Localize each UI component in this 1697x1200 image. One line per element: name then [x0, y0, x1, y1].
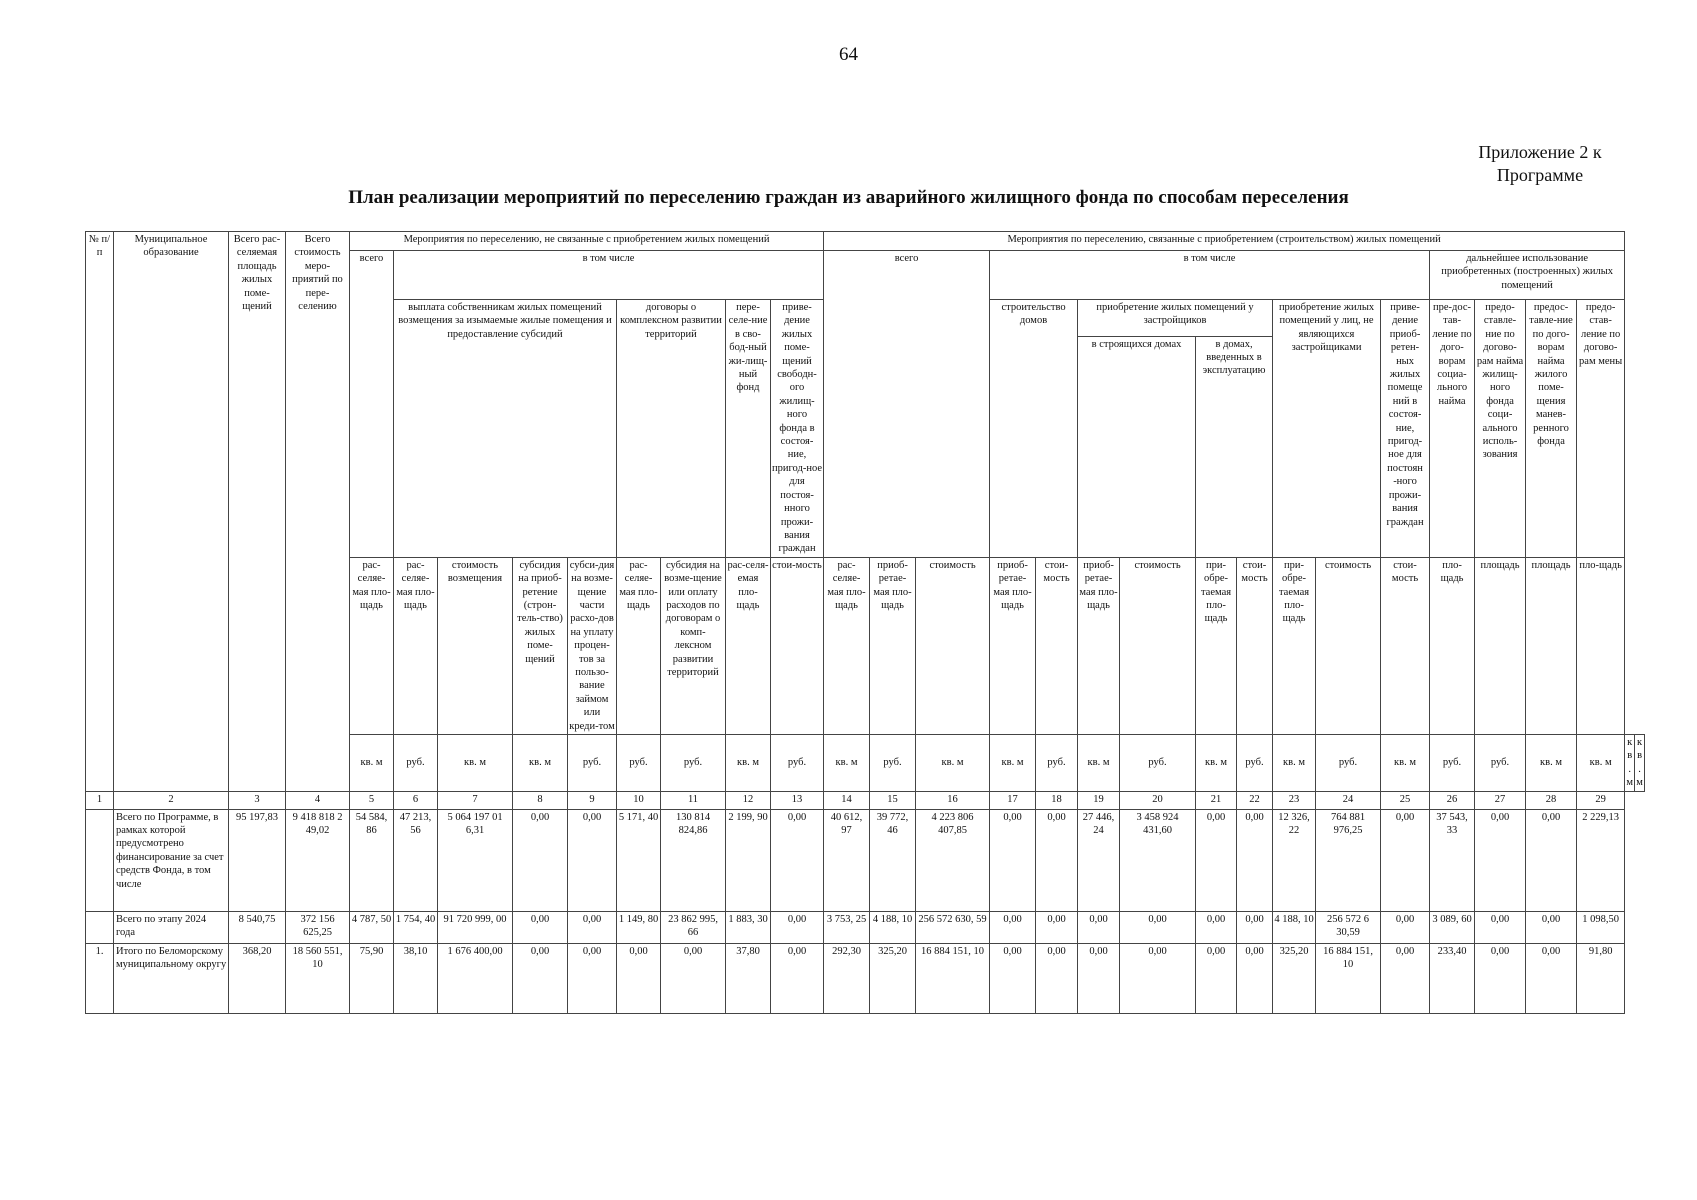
- subheader-cell: субсидия на приоб-ретение (строн-тель-ство) жилых поме-щений: [513, 557, 568, 734]
- unit-cell: кв. м: [1526, 735, 1577, 792]
- subheader-cell: при-обре-таемая пло-щадь: [1273, 557, 1316, 734]
- unit-cell: кв. м: [990, 735, 1036, 792]
- table-cell: 95 197,83: [229, 809, 286, 911]
- table-cell: 256 572 630, 59: [916, 911, 990, 943]
- table-cell: 4 787, 50: [350, 911, 394, 943]
- subheader-cell: стои-мость: [1036, 557, 1078, 734]
- unit-cell: руб.: [617, 735, 661, 792]
- header-further-use: дальнейшее использование приобретенных (построенных) жилых помещений: [1430, 251, 1625, 300]
- subheader-cell: субсидия на возме-щение или оплату расходов по договорам о комп-лексном развитии территорий: [661, 557, 726, 734]
- header-municipality: Муниципальное образование: [114, 232, 229, 792]
- unit-cell: кв. м: [1078, 735, 1120, 792]
- table-cell: 0,00: [1526, 911, 1577, 943]
- resettlement-plan-table: [85, 231, 1645, 1014]
- header-payout: выплата собственникам жилых помещений возмещения за изымаемые жилые помещения и предоставление субсидий: [394, 300, 617, 558]
- table-cell: 0,00: [513, 943, 568, 1013]
- table-cell: 0,00: [513, 911, 568, 943]
- column-number: 11: [661, 791, 726, 809]
- table-cell: 0,00: [568, 943, 617, 1013]
- appendix-label: [1440, 141, 1640, 187]
- column-number: 20: [1120, 791, 1196, 809]
- table-cell: 91,80: [1577, 943, 1625, 1013]
- municipality-cell: Итого по Беломорскому муниципальному округу: [114, 943, 229, 1013]
- header-maneuver: предос-тавле-ние по дого-ворам найма жилого поме-щения манев-ренного фонда: [1526, 300, 1577, 558]
- table-cell: 0,00: [1237, 943, 1273, 1013]
- column-number: 2: [114, 791, 229, 809]
- table-cell: 0,00: [1120, 911, 1196, 943]
- header-group-related: Мероприятия по переселению, связанные с приобретением (строительством) жилых помещений: [824, 232, 1625, 251]
- header-contracts: договоры о комплексном развитии территорий: [617, 300, 726, 558]
- column-number: 22: [1237, 791, 1273, 809]
- header-bring-free: приве-дение жилых поме-щений свободн-ого жилищ-ного фонда в состоя-ние, пригод-ное для постоя-нного прожи-вания граждан: [771, 300, 824, 558]
- subheader-cell: площадь: [1526, 557, 1577, 734]
- table-cell: 0,00: [1036, 911, 1078, 943]
- subheader-cell: рас-селяе-мая пло-щадь: [350, 557, 394, 734]
- unit-cell: кв. м: [1625, 735, 1635, 792]
- table-cell: 18 560 551, 10: [286, 943, 350, 1013]
- column-number: 3: [229, 791, 286, 809]
- table-cell: 91 720 999, 00: [438, 911, 513, 943]
- unit-cell: кв. м: [1273, 735, 1316, 792]
- subheader-cell: субси-дия на возме-щение части расхо-дов на уплату процен-тов за пользо-вание займом или креди-том: [568, 557, 617, 734]
- table-cell: 0,00: [617, 943, 661, 1013]
- subheader-cell: стоимость: [1316, 557, 1381, 734]
- table-cell: 54 584, 86: [350, 809, 394, 911]
- unit-cell: кв. м: [726, 735, 771, 792]
- header-v-tom-chisle-2: в том числе: [990, 251, 1430, 300]
- subheader-cell: пло-щадь: [1430, 557, 1475, 734]
- column-number: 13: [771, 791, 824, 809]
- table-cell: [86, 809, 114, 911]
- header-acq-developers: приобретение жилых помещений у застройщиков: [1078, 300, 1273, 337]
- table-cell: 39 772, 46: [870, 809, 916, 911]
- column-number: 15: [870, 791, 916, 809]
- table-cell: 1 883, 30: [726, 911, 771, 943]
- header-total-cost: Всего стоимость меро-приятий по пере-селению: [286, 232, 350, 792]
- column-number: 27: [1475, 791, 1526, 809]
- table-cell: 0,00: [1526, 943, 1577, 1013]
- unit-cell: руб.: [661, 735, 726, 792]
- table-cell: 12 326, 22: [1273, 809, 1316, 911]
- column-number: 10: [617, 791, 661, 809]
- table-cell: 0,00: [1196, 943, 1237, 1013]
- table-cell: 0,00: [1078, 911, 1120, 943]
- header-group-not-related: Мероприятия по переселению, не связанные с приобретением жилых помещений: [350, 232, 824, 251]
- table-cell: 9 418 818 2 49,02: [286, 809, 350, 911]
- unit-cell: руб.: [1475, 735, 1526, 792]
- table-cell: [86, 911, 114, 943]
- column-number: 18: [1036, 791, 1078, 809]
- column-number: 1: [86, 791, 114, 809]
- unit-cell: кв. м: [824, 735, 870, 792]
- subheader-cell: при-обре-таемая пло-щадь: [1196, 557, 1237, 734]
- table-cell: 0,00: [1381, 943, 1430, 1013]
- unit-cell: кв. м: [438, 735, 513, 792]
- table-cell: 23 862 995, 66: [661, 911, 726, 943]
- table-cell: 4 188, 10: [1273, 911, 1316, 943]
- table-cell: 37 543, 33: [1430, 809, 1475, 911]
- table-cell: 233,40: [1430, 943, 1475, 1013]
- column-number: 29: [1577, 791, 1625, 809]
- table-cell: 0,00: [1120, 943, 1196, 1013]
- table-cell: 256 572 6 30,59: [1316, 911, 1381, 943]
- table-cell: 0,00: [1237, 911, 1273, 943]
- municipality-cell: Всего по Программе, в рамках которой предусмотрено финансирование за счет средств Фонда, в том числе: [114, 809, 229, 911]
- subheader-cell: стоимость: [916, 557, 990, 734]
- table-cell: 325,20: [1273, 943, 1316, 1013]
- column-number: 8: [513, 791, 568, 809]
- table-cell: 16 884 151, 10: [1316, 943, 1381, 1013]
- header-vsego-1: всего: [350, 251, 394, 558]
- table-cell: 0,00: [1237, 809, 1273, 911]
- table-cell: 0,00: [568, 911, 617, 943]
- unit-cell: кв. м: [1635, 735, 1645, 792]
- table-cell: 764 881 976,25: [1316, 809, 1381, 911]
- table-cell: 5 171, 40: [617, 809, 661, 911]
- unit-cell: руб.: [771, 735, 824, 792]
- unit-cell: кв. м: [916, 735, 990, 792]
- table-cell: 8 540,75: [229, 911, 286, 943]
- column-number: 21: [1196, 791, 1237, 809]
- table-cell: 0,00: [771, 809, 824, 911]
- unit-cell: руб.: [568, 735, 617, 792]
- municipality-cell: Всего по этапу 2024 года: [114, 911, 229, 943]
- table-cell: 1 149, 80: [617, 911, 661, 943]
- column-number: 26: [1430, 791, 1475, 809]
- table-cell: 0,00: [1475, 809, 1526, 911]
- table-cell: 0,00: [1196, 911, 1237, 943]
- header-social-use: предо-ставле-ние по догово-рам найма жилищ-ного фонда соци-ального исполь-зования: [1475, 300, 1526, 558]
- appendix-line-1: Приложение 2 к: [1478, 142, 1602, 162]
- table-cell: 368,20: [229, 943, 286, 1013]
- table-cell: 0,00: [661, 943, 726, 1013]
- header-under-construction: в строящихся домах: [1078, 336, 1196, 557]
- table-cell: 3 089, 60: [1430, 911, 1475, 943]
- column-number: 16: [916, 791, 990, 809]
- table-cell: 16 884 151, 10: [916, 943, 990, 1013]
- document-title: План реализации мероприятий по переселению граждан из аварийного жилищного фонда по способам переселения: [348, 187, 1349, 208]
- page-number: 64: [839, 44, 858, 65]
- table-cell: 2 229,13: [1577, 809, 1625, 911]
- subheader-cell: приоб-ретае-мая пло-щадь: [870, 557, 916, 734]
- table-cell: 0,00: [1036, 809, 1078, 911]
- subheader-cell: рас-селяе-мая пло-щадь: [394, 557, 438, 734]
- subheader-cell: стои-мость: [771, 557, 824, 734]
- table-cell: 0,00: [1381, 809, 1430, 911]
- table-cell: 1 676 400,00: [438, 943, 513, 1013]
- column-number: 25: [1381, 791, 1430, 809]
- table-cell: 0,00: [1036, 943, 1078, 1013]
- unit-cell: кв. м: [1381, 735, 1430, 792]
- table-cell: 325,20: [870, 943, 916, 1013]
- table-row: [86, 943, 1645, 1013]
- table-cell: 0,00: [1381, 911, 1430, 943]
- table-cell: 4 223 806 407,85: [916, 809, 990, 911]
- header-commissioned: в домах, введенных в эксплуатацию: [1196, 336, 1273, 557]
- table-cell: 0,00: [771, 943, 824, 1013]
- unit-cell: руб.: [1316, 735, 1381, 792]
- header-exchange: предо-став-ление по догово-рам мены: [1577, 300, 1625, 558]
- subheader-cell: стои-мость: [1381, 557, 1430, 734]
- table-cell: 75,90: [350, 943, 394, 1013]
- table-cell: 1 754, 40: [394, 911, 438, 943]
- column-number: 5: [350, 791, 394, 809]
- header-num: № п/п: [86, 232, 114, 792]
- table-cell: 0,00: [990, 943, 1036, 1013]
- table-cell: 0,00: [1475, 943, 1526, 1013]
- column-number: 23: [1273, 791, 1316, 809]
- subheader-cell: рас-селя-емая пло-щадь: [726, 557, 771, 734]
- table-cell: 27 446, 24: [1078, 809, 1120, 911]
- table-cell: 38,10: [394, 943, 438, 1013]
- header-construction: строительство домов: [990, 300, 1078, 558]
- subheader-cell: приоб-ретае-мая пло-щадь: [990, 557, 1036, 734]
- table-cell: 37,80: [726, 943, 771, 1013]
- header-bring-acquired: приве-дение приоб-ретен-ных жилых помеще ний в состоя-ние, пригод-ное для постоян -ного прожи-вания граждан: [1381, 300, 1430, 558]
- table-cell: 2 199, 90: [726, 809, 771, 911]
- table-cell: 0,00: [1475, 911, 1526, 943]
- unit-cell: руб.: [394, 735, 438, 792]
- subheader-cell: рас-селяе-мая пло-щадь: [617, 557, 661, 734]
- table-cell: 3 458 924 431,60: [1120, 809, 1196, 911]
- table-cell: 5 064 197 01 6,31: [438, 809, 513, 911]
- header-social-hire: пре-дос-тав-ление по дого-ворам социа-льного найма: [1430, 300, 1475, 558]
- header-v-tom-chisle-1: в том числе: [394, 251, 824, 300]
- table-cell: 0,00: [990, 809, 1036, 911]
- header-vsego-2: всего: [824, 251, 990, 558]
- table-cell: 0,00: [1196, 809, 1237, 911]
- unit-cell: кв. м: [1196, 735, 1237, 792]
- table-cell: 1 098,50: [1577, 911, 1625, 943]
- table-cell: 0,00: [568, 809, 617, 911]
- table-cell: 0,00: [513, 809, 568, 911]
- subheader-cell: стои-мость: [1237, 557, 1273, 734]
- unit-cell: кв. м: [350, 735, 394, 792]
- header-acq-non-developers: приобретение жилых помещений у лиц, не являющихся застройщиками: [1273, 300, 1381, 558]
- appendix-line-2: Программе: [1496, 165, 1584, 185]
- table-cell: 47 213, 56: [394, 809, 438, 911]
- unit-cell: кв. м: [513, 735, 568, 792]
- column-number: 4: [286, 791, 350, 809]
- subheader-cell: площадь: [1475, 557, 1526, 734]
- column-number: 12: [726, 791, 771, 809]
- table-cell: 130 814 824,86: [661, 809, 726, 911]
- column-number: 28: [1526, 791, 1577, 809]
- column-number: 19: [1078, 791, 1120, 809]
- table-cell: 3 753, 25: [824, 911, 870, 943]
- table-cell: 292,30: [824, 943, 870, 1013]
- column-number: 17: [990, 791, 1036, 809]
- table-cell: 4 188, 10: [870, 911, 916, 943]
- table-cell: 1.: [86, 943, 114, 1013]
- unit-cell: руб.: [1036, 735, 1078, 792]
- table-cell: 372 156 625,25: [286, 911, 350, 943]
- table-cell: 40 612, 97: [824, 809, 870, 911]
- column-number: 14: [824, 791, 870, 809]
- subheader-cell: стоимость возмещения: [438, 557, 513, 734]
- table-cell: 0,00: [990, 911, 1036, 943]
- unit-cell: руб.: [1237, 735, 1273, 792]
- column-number: 7: [438, 791, 513, 809]
- unit-cell: руб.: [1430, 735, 1475, 792]
- header-total-area: Всего рас-селяемая площадь жилых поме-щений: [229, 232, 286, 792]
- column-number: 24: [1316, 791, 1381, 809]
- column-number: 9: [568, 791, 617, 809]
- subheader-cell: стоимость: [1120, 557, 1196, 734]
- unit-cell: руб.: [870, 735, 916, 792]
- column-number: 6: [394, 791, 438, 809]
- unit-cell: руб.: [1120, 735, 1196, 792]
- table-row: [86, 809, 1645, 911]
- header-resettle-free: пере-селе-ние в сво-бод-ный жи-лищ-ный фонд: [726, 300, 771, 558]
- subheader-cell: пло-щадь: [1577, 557, 1625, 734]
- table-cell: 0,00: [771, 911, 824, 943]
- table-cell: 0,00: [1078, 943, 1120, 1013]
- unit-cell: кв. м: [1577, 735, 1625, 792]
- table-row: [86, 911, 1645, 943]
- table-cell: 0,00: [1526, 809, 1577, 911]
- subheader-cell: приоб-ретае-мая пло-щадь: [1078, 557, 1120, 734]
- subheader-cell: рас-селяе-мая пло-щадь: [824, 557, 870, 734]
